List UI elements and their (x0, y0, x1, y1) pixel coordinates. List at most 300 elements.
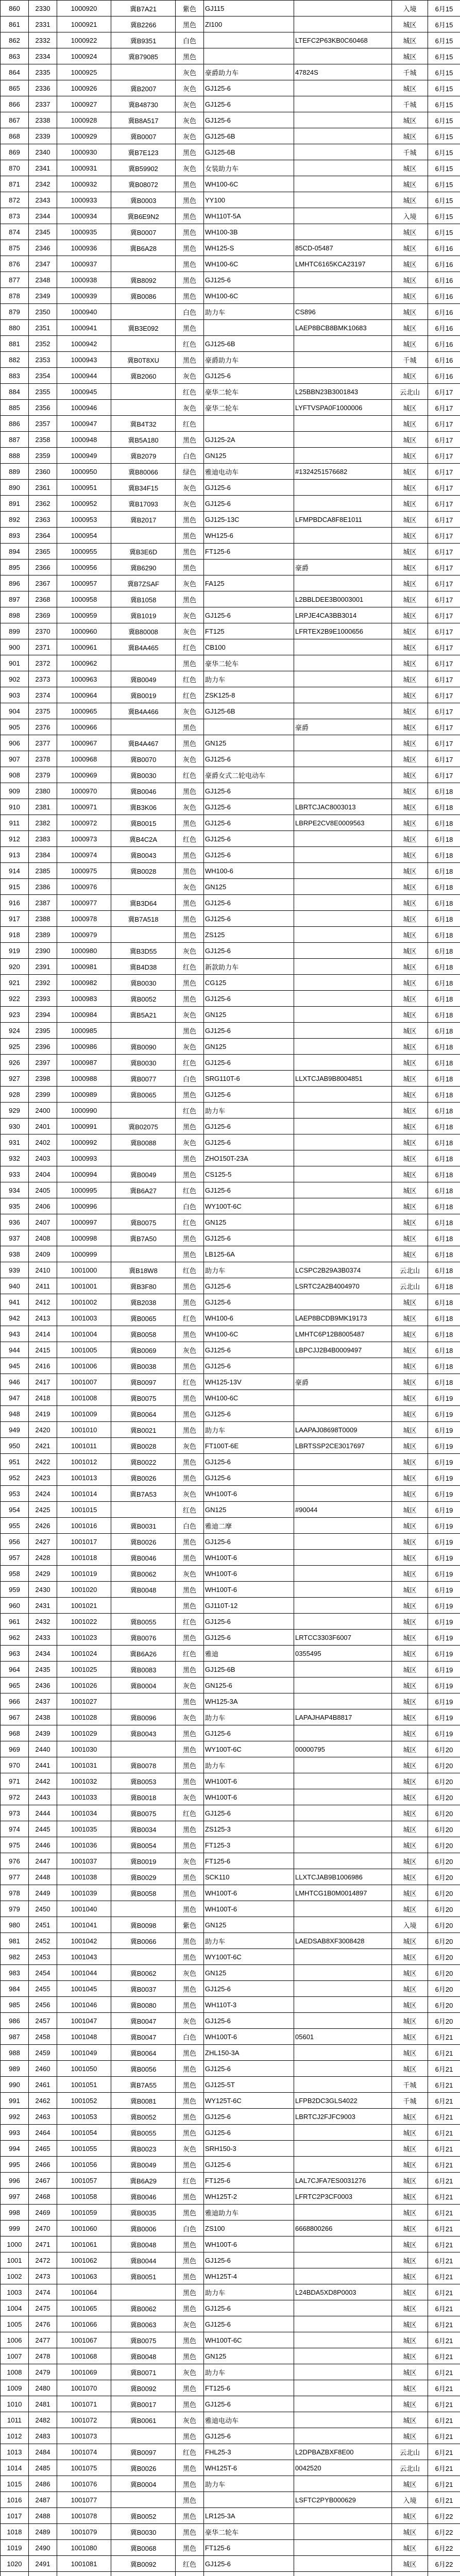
table-cell-serial-number: 2332 (29, 32, 57, 48)
table-cell-area: 城区 (392, 2141, 428, 2157)
table-cell-record-number: 1001027 (57, 1693, 111, 1709)
table-cell-frame-number: LBRTCJAC8003013 (294, 799, 392, 815)
table-cell-date: 6月20 (428, 1901, 460, 1917)
table-row (1, 2013, 460, 2029)
table-cell-color: 白色 (176, 32, 204, 48)
table-cell-record-number: 1000960 (57, 623, 111, 639)
table-cell-date: 6月20 (428, 1837, 460, 1853)
table-cell-row-index: 888 (1, 448, 29, 464)
table-cell-record-number: 1000933 (57, 192, 111, 208)
table-cell-serial-number: 2453 (29, 1949, 57, 1965)
table-cell-frame-number (294, 991, 392, 1007)
table-cell-record-number: 1000924 (57, 48, 111, 64)
table-cell-date: 6月21 (428, 2093, 460, 2109)
table-cell-model: WH100-6 (204, 1310, 294, 1326)
table-cell-date: 6月21 (428, 2061, 460, 2077)
table-row (1, 208, 460, 224)
table-cell-frame-number (294, 735, 392, 751)
table-cell-color: 灰色 (176, 575, 204, 591)
table-cell-model: FT125-6 (204, 2173, 294, 2189)
table-row (1, 927, 460, 943)
table-cell-date: 6月18 (428, 1358, 460, 1374)
table-cell-plate-number: 冀B2266 (111, 16, 176, 32)
table-cell-row-index: 899 (1, 623, 29, 639)
table-cell-date: 6月17 (428, 512, 460, 528)
table-cell-row-index: 914 (1, 863, 29, 879)
table-cell-row-index: 1012 (1, 2428, 29, 2444)
table-row (1, 1087, 460, 1103)
table-cell-row-index: 930 (1, 1118, 29, 1134)
table-cell-model: 助力车 (204, 671, 294, 687)
table-cell-model (204, 32, 294, 48)
table-row (1, 1, 460, 16)
table-cell-record-number: 1001049 (57, 2045, 111, 2061)
table-cell-record-number: 1000953 (57, 512, 111, 528)
table-cell-area: 城区 (392, 2173, 428, 2189)
table-cell-date: 6月21 (428, 2157, 460, 2173)
table-cell-date: 6月20 (428, 1773, 460, 1789)
table-cell-area: 城区 (392, 1614, 428, 1630)
table-cell-plate-number: 冀B0019 (111, 1853, 176, 1869)
table-cell-row-index: 979 (1, 1901, 29, 1917)
table-cell-area: 城区 (392, 1039, 428, 1055)
table-cell-color: 黑色 (176, 2428, 204, 2444)
table-cell-model: WH125-13V (204, 1374, 294, 1390)
table-cell-date: 6月21 (428, 2045, 460, 2061)
table-cell-date: 6月20 (428, 1805, 460, 1821)
table-cell-record-number: 1000926 (57, 80, 111, 96)
table-cell-serial-number: 2418 (29, 1390, 57, 1406)
table-cell-frame-number (294, 2125, 392, 2141)
table-cell-serial-number: 2353 (29, 352, 57, 368)
table-row (1, 1853, 460, 1869)
table-row (1, 1326, 460, 1342)
table-cell-color: 黑色 (176, 1582, 204, 1598)
table-cell-frame-number: #1324251576682 (294, 464, 392, 480)
table-cell-plate-number (111, 2428, 176, 2444)
table-cell-model: GN125 (204, 1007, 294, 1023)
table-cell-date: 6月17 (428, 719, 460, 735)
table-cell-model: 豪华二轮车 (204, 655, 294, 671)
table-cell-area: 城区 (392, 1502, 428, 1518)
table-row (1, 2444, 460, 2460)
table-cell-date: 6月17 (428, 464, 460, 480)
table-cell-plate-number: 冀B4A466 (111, 703, 176, 719)
table-cell-row-index: 1004 (1, 2300, 29, 2316)
table-cell-model: 女装助力车 (204, 160, 294, 176)
table-cell-plate-number: 冀B0006 (111, 2221, 176, 2236)
table-cell-date: 6月21 (428, 2492, 460, 2508)
table-cell-color: 黑色 (176, 2396, 204, 2412)
table-cell-serial-number: 2448 (29, 1869, 57, 1885)
table-cell-row-index: 890 (1, 480, 29, 496)
table-cell-record-number: 1000969 (57, 767, 111, 783)
table-cell-row-index: 940 (1, 1278, 29, 1294)
table-cell-color: 黑色 (176, 2157, 204, 2173)
table-cell-color: 白色 (176, 2221, 204, 2236)
table-cell-plate-number: 冀B7A518 (111, 911, 176, 927)
table-row (1, 448, 460, 464)
table-cell-plate-number: 冀B7A21 (111, 1, 176, 16)
table-cell-plate-number: 冀B6A26 (111, 1646, 176, 1662)
table-cell-record-number: 1001042 (57, 1933, 111, 1949)
table-cell-plate-number: 冀B4A465 (111, 639, 176, 655)
table-row (1, 64, 460, 80)
table-cell-record-number: 1000973 (57, 831, 111, 847)
table-cell-model: 助力车 (204, 1422, 294, 1438)
table-row (1, 1134, 460, 1150)
table-cell-row-index: 986 (1, 2013, 29, 2029)
table-row (1, 1630, 460, 1646)
table-cell-color: 黑色 (176, 1470, 204, 1486)
table-row (1, 911, 460, 927)
table-cell-serial-number: 2374 (29, 687, 57, 703)
table-cell-area: 入境 (392, 208, 428, 224)
table-cell-record-number: 1001063 (57, 2268, 111, 2284)
table-cell-frame-number (294, 16, 392, 32)
table-cell-model: GJ125-6B (204, 144, 294, 160)
table-cell-frame-number (294, 480, 392, 496)
table-cell-plate-number: 冀B0075 (111, 1214, 176, 1230)
table-cell-row-index: 1008 (1, 2364, 29, 2380)
table-cell-model: GJ125-6 (204, 2300, 294, 2316)
table-cell-model: WH100T-6 (204, 1901, 294, 1917)
table-cell-date: 6月20 (428, 1853, 460, 1869)
table-cell-date: 6月15 (428, 144, 460, 160)
table-cell-plate-number: 冀B0054 (111, 1837, 176, 1853)
table-row (1, 240, 460, 256)
table-cell-date: 6月18 (428, 1087, 460, 1103)
table-cell-plate-number: 冀B0047 (111, 2029, 176, 2045)
table-row (1, 751, 460, 767)
table-cell-record-number: 1001046 (57, 1997, 111, 2013)
table-cell-plate-number: 冀B48730 (111, 96, 176, 112)
table-cell-color: 黑色 (176, 176, 204, 192)
table-cell-serial-number: 2476 (29, 2316, 57, 2332)
table-row (1, 2205, 460, 2221)
table-cell-model: GJ125-6 (204, 1087, 294, 1103)
table-cell-model: GJ125-6 (204, 2157, 294, 2173)
table-cell-serial-number: 2362 (29, 496, 57, 512)
table-cell-date: 6月21 (428, 2396, 460, 2412)
table-cell-model: ZSK125-8 (204, 687, 294, 703)
table-cell-row-index: 970 (1, 1757, 29, 1773)
table-cell-area: 城区 (392, 2109, 428, 2125)
table-cell-record-number: 1000942 (57, 336, 111, 352)
table-cell-color: 黑色 (176, 2045, 204, 2061)
table-row (1, 2236, 460, 2252)
table-cell-serial-number: 2409 (29, 1246, 57, 1262)
table-cell-record-number: 1001050 (57, 2061, 111, 2077)
table-cell-record-number: 1000935 (57, 224, 111, 240)
table-row (1, 1422, 460, 1438)
table-cell-frame-number (294, 1023, 392, 1039)
table-cell-frame-number: 豪爵 (294, 1374, 392, 1390)
table-cell-model: WH125T-4 (204, 2268, 294, 2284)
table-cell-area: 城区 (392, 2380, 428, 2396)
table-cell-serial-number: 2389 (29, 927, 57, 943)
table-cell-model: WH100-6 (204, 863, 294, 879)
table-cell-color: 黑色 (176, 2476, 204, 2492)
table-cell-date: 6月21 (428, 2189, 460, 2205)
table-cell-record-number: 1000950 (57, 464, 111, 480)
table-cell-frame-number (294, 783, 392, 799)
table-row (1, 464, 460, 480)
table-cell-serial-number: 2412 (29, 1294, 57, 1310)
table-cell-model: WH100-6C (204, 256, 294, 272)
table-cell-serial-number: 2361 (29, 480, 57, 496)
table-cell-color: 灰色 (176, 2141, 204, 2157)
table-row (1, 352, 460, 368)
table-cell-row-index: 998 (1, 2205, 29, 2221)
table-cell-plate-number: 冀B7ZSAF (111, 575, 176, 591)
table-cell-date: 6月20 (428, 1965, 460, 1981)
table-cell-record-number: 1001044 (57, 1965, 111, 1981)
table-cell-color: 灰色 (176, 1566, 204, 1582)
table-cell-area: 城区 (392, 591, 428, 607)
table-cell-row-index: 982 (1, 1949, 29, 1965)
table-cell-area: 城区 (392, 1837, 428, 1853)
table-cell-color: 黑色 (176, 1837, 204, 1853)
table-cell-area: 城区 (392, 2508, 428, 2524)
table-cell-model: GJ110T-12 (204, 1598, 294, 1614)
table-cell-record-number: 1001071 (57, 2396, 111, 2412)
table-cell-area: 城区 (392, 320, 428, 336)
table-cell-color (176, 2572, 204, 2576)
table-cell-plate-number: 冀B8A517 (111, 112, 176, 128)
table-cell-color: 灰色 (176, 1342, 204, 1358)
table-cell-record-number: 1001043 (57, 1949, 111, 1965)
table-row (1, 1821, 460, 1837)
table-cell-record-number: 1001077 (57, 2492, 111, 2508)
table-row (1, 1662, 460, 1677)
table-cell-plate-number: 冀B0015 (111, 815, 176, 831)
table-cell-date: 6月20 (428, 1917, 460, 1933)
table-cell-model: LB125-6A (204, 1246, 294, 1262)
table-cell-record-number: 1001015 (57, 1502, 111, 1518)
table-cell-row-index: 959 (1, 1582, 29, 1598)
table-cell-record-number: 1000959 (57, 607, 111, 623)
table-cell-row-index: 1010 (1, 2396, 29, 2412)
table-cell-frame-number (294, 1725, 392, 1741)
table-row (1, 1566, 460, 1582)
table-cell-area: 城区 (392, 160, 428, 176)
table-cell-serial-number: 2411 (29, 1278, 57, 1294)
table-cell-plate-number: 冀B0046 (111, 1550, 176, 1566)
table-cell-color: 黑色 (176, 1693, 204, 1709)
table-cell-date: 6月21 (428, 2316, 460, 2332)
table-cell-row-index: 1000 (1, 2236, 29, 2252)
table-row (1, 1023, 460, 1039)
table-cell-serial-number: 2399 (29, 1087, 57, 1103)
table-cell-color: 白色 (176, 2029, 204, 2045)
table-cell-row-index: 981 (1, 1933, 29, 1949)
table-cell-row-index: 912 (1, 831, 29, 847)
table-cell-date: 6月16 (428, 336, 460, 352)
table-cell-color: 黑色 (176, 528, 204, 544)
table-cell-frame-number (294, 2061, 392, 2077)
table-row (1, 2556, 460, 2572)
table-cell-plate-number (111, 1949, 176, 1965)
table-cell-area: 城区 (392, 2316, 428, 2332)
table-cell-serial-number: 2461 (29, 2077, 57, 2093)
table-cell-plate-number: 冀B0048 (111, 2236, 176, 2252)
table-cell-area: 城区 (392, 1757, 428, 1773)
table-cell-color: 红色 (176, 2444, 204, 2460)
table-cell-frame-number (294, 2300, 392, 2316)
table-cell-model: 助力车 (204, 2364, 294, 2380)
table-cell-plate-number: 冀B3D64 (111, 895, 176, 911)
table-row (1, 575, 460, 591)
table-cell-row-index: 928 (1, 1087, 29, 1103)
table-cell-color: 黑色 (176, 975, 204, 991)
table-cell-record-number: 1000936 (57, 240, 111, 256)
table-cell-record-number: 1001068 (57, 2348, 111, 2364)
table-cell-date: 6月21 (428, 2205, 460, 2221)
table-cell-area: 城区 (392, 48, 428, 64)
table-cell-area: 城区 (392, 544, 428, 560)
table-cell-plate-number: 冀B3E092 (111, 320, 176, 336)
table-cell-model: 雅迪二摩 (204, 1518, 294, 1534)
table-cell-row-index: 1017 (1, 2508, 29, 2524)
table-cell-area: 城区 (392, 2300, 428, 2316)
table-cell-date: 6月18 (428, 1326, 460, 1342)
table-cell-date: 6月17 (428, 575, 460, 591)
table-cell-model: GJ125-6B (204, 1662, 294, 1677)
table-cell-model: GJ125-6 (204, 799, 294, 815)
table-cell-row-index: 962 (1, 1630, 29, 1646)
table-row (1, 1933, 460, 1949)
table-cell-frame-number (294, 2428, 392, 2444)
table-row (1, 895, 460, 911)
table-cell-color: 红色 (176, 1103, 204, 1118)
table-cell-color: 黑色 (176, 1118, 204, 1134)
table-cell-color: 黑色 (176, 1997, 204, 2013)
table-row (1, 480, 460, 496)
table-cell-date: 6月18 (428, 863, 460, 879)
table-cell-model: GJ125-6 (204, 2316, 294, 2332)
table-cell-area: 云北山 (392, 1262, 428, 1278)
table-cell-frame-number (294, 2141, 392, 2157)
table-cell-frame-number (294, 831, 392, 847)
table-cell-frame-number (294, 96, 392, 112)
table-cell-serial-number: 2463 (29, 2109, 57, 2125)
table-cell-row-index: 915 (1, 879, 29, 895)
table-cell-date: 6月17 (428, 448, 460, 464)
table-cell-serial-number: 2379 (29, 767, 57, 783)
table-cell-date: 6月21 (428, 2252, 460, 2268)
table-cell-record-number: 1000998 (57, 1230, 111, 1246)
table-cell-record-number: 1000974 (57, 847, 111, 863)
table-cell-area: 城区 (392, 1470, 428, 1486)
table-cell-model: SRG110T-6 (204, 1071, 294, 1087)
table-cell-serial-number: 2400 (29, 1103, 57, 1118)
table-cell-color: 黑色 (176, 2300, 204, 2316)
table-cell-frame-number (294, 1821, 392, 1837)
table-cell-row-index: 1002 (1, 2268, 29, 2284)
table-cell-date: 6月17 (428, 703, 460, 719)
table-cell-serial-number: 2343 (29, 192, 57, 208)
table-cell-serial-number: 2439 (29, 1725, 57, 1741)
table-cell-record-number: 1001035 (57, 1821, 111, 1837)
table-cell-row-index: 949 (1, 1422, 29, 1438)
table-cell-record-number: 1001022 (57, 1614, 111, 1630)
table-cell-record-number: 1000939 (57, 288, 111, 304)
table-cell-row-index: 860 (1, 1, 29, 16)
table-cell-plate-number: 冀B17093 (111, 496, 176, 512)
table-cell-color: 灰色 (176, 799, 204, 815)
table-cell-color: 灰色 (176, 1789, 204, 1805)
table-cell-area: 城区 (392, 16, 428, 32)
table-row (1, 2508, 460, 2524)
table-cell-plate-number: 冀B0062 (111, 1965, 176, 1981)
table-cell-area: 城区 (392, 336, 428, 352)
table-cell-color: 黑色 (176, 2268, 204, 2284)
table-cell-serial-number: 2432 (29, 1614, 57, 1630)
table-cell-date: 6月15 (428, 1, 460, 16)
table-cell-frame-number (294, 1166, 392, 1182)
table-cell-frame-number (294, 1470, 392, 1486)
table-cell-frame-number: 0355495 (294, 1646, 392, 1662)
table-cell-area: 城区 (392, 432, 428, 448)
table-cell-frame-number (294, 1677, 392, 1693)
table-cell-area: 千城 (392, 144, 428, 160)
table-cell-plate-number (111, 384, 176, 400)
table-cell-serial-number: 2352 (29, 336, 57, 352)
table-cell-model (204, 416, 294, 432)
table-cell-color: 黑色 (176, 1725, 204, 1741)
table-cell-serial-number: 2473 (29, 2268, 57, 2284)
table-cell-record-number: 1001036 (57, 1837, 111, 1853)
table-cell-frame-number (294, 2396, 392, 2412)
table-cell-row-index: 896 (1, 575, 29, 591)
table-cell-area: 城区 (392, 1150, 428, 1166)
table-cell-row-index: 920 (1, 959, 29, 975)
table-cell-row-index: 968 (1, 1725, 29, 1741)
table-cell-date: 6月17 (428, 671, 460, 687)
table-cell-plate-number: 冀B08072 (111, 176, 176, 192)
table-cell-row-index: 897 (1, 591, 29, 607)
table-cell-record-number: 1000991 (57, 1118, 111, 1134)
table-cell-serial-number: 2429 (29, 1566, 57, 1582)
table-cell-model: WH100T-6 (204, 1566, 294, 1582)
table-cell-serial-number: 2414 (29, 1326, 57, 1342)
table-cell-area: 城区 (392, 1725, 428, 1741)
table-cell-color: 黑色 (176, 192, 204, 208)
table-cell-record-number: 1000963 (57, 671, 111, 687)
table-cell-plate-number: 冀B5A21 (111, 1007, 176, 1023)
table-cell-serial-number: 2447 (29, 1853, 57, 1869)
table-cell-color: 黑色 (176, 895, 204, 911)
table-cell-record-number: 1001059 (57, 2205, 111, 2221)
table-row (1, 767, 460, 783)
table-cell-row-index: 941 (1, 1294, 29, 1310)
table-row (1, 2029, 460, 2045)
table-cell-serial-number: 2331 (29, 16, 57, 32)
table-cell-record-number: 1001021 (57, 1598, 111, 1614)
table-cell-model: GJ125-6 (204, 2061, 294, 2077)
table-row (1, 48, 460, 64)
table-cell-frame-number (294, 2252, 392, 2268)
table-cell-frame-number (294, 1294, 392, 1310)
table-cell-plate-number: 冀B3E6D (111, 544, 176, 560)
table-cell-plate-number: 冀B0004 (111, 2476, 176, 2492)
table-cell-plate-number: 冀B0004 (111, 1677, 176, 1693)
table-cell-plate-number (111, 256, 176, 272)
table-cell-frame-number (294, 671, 392, 687)
table-cell-serial-number: 2395 (29, 1023, 57, 1039)
table-row (1, 1534, 460, 1550)
